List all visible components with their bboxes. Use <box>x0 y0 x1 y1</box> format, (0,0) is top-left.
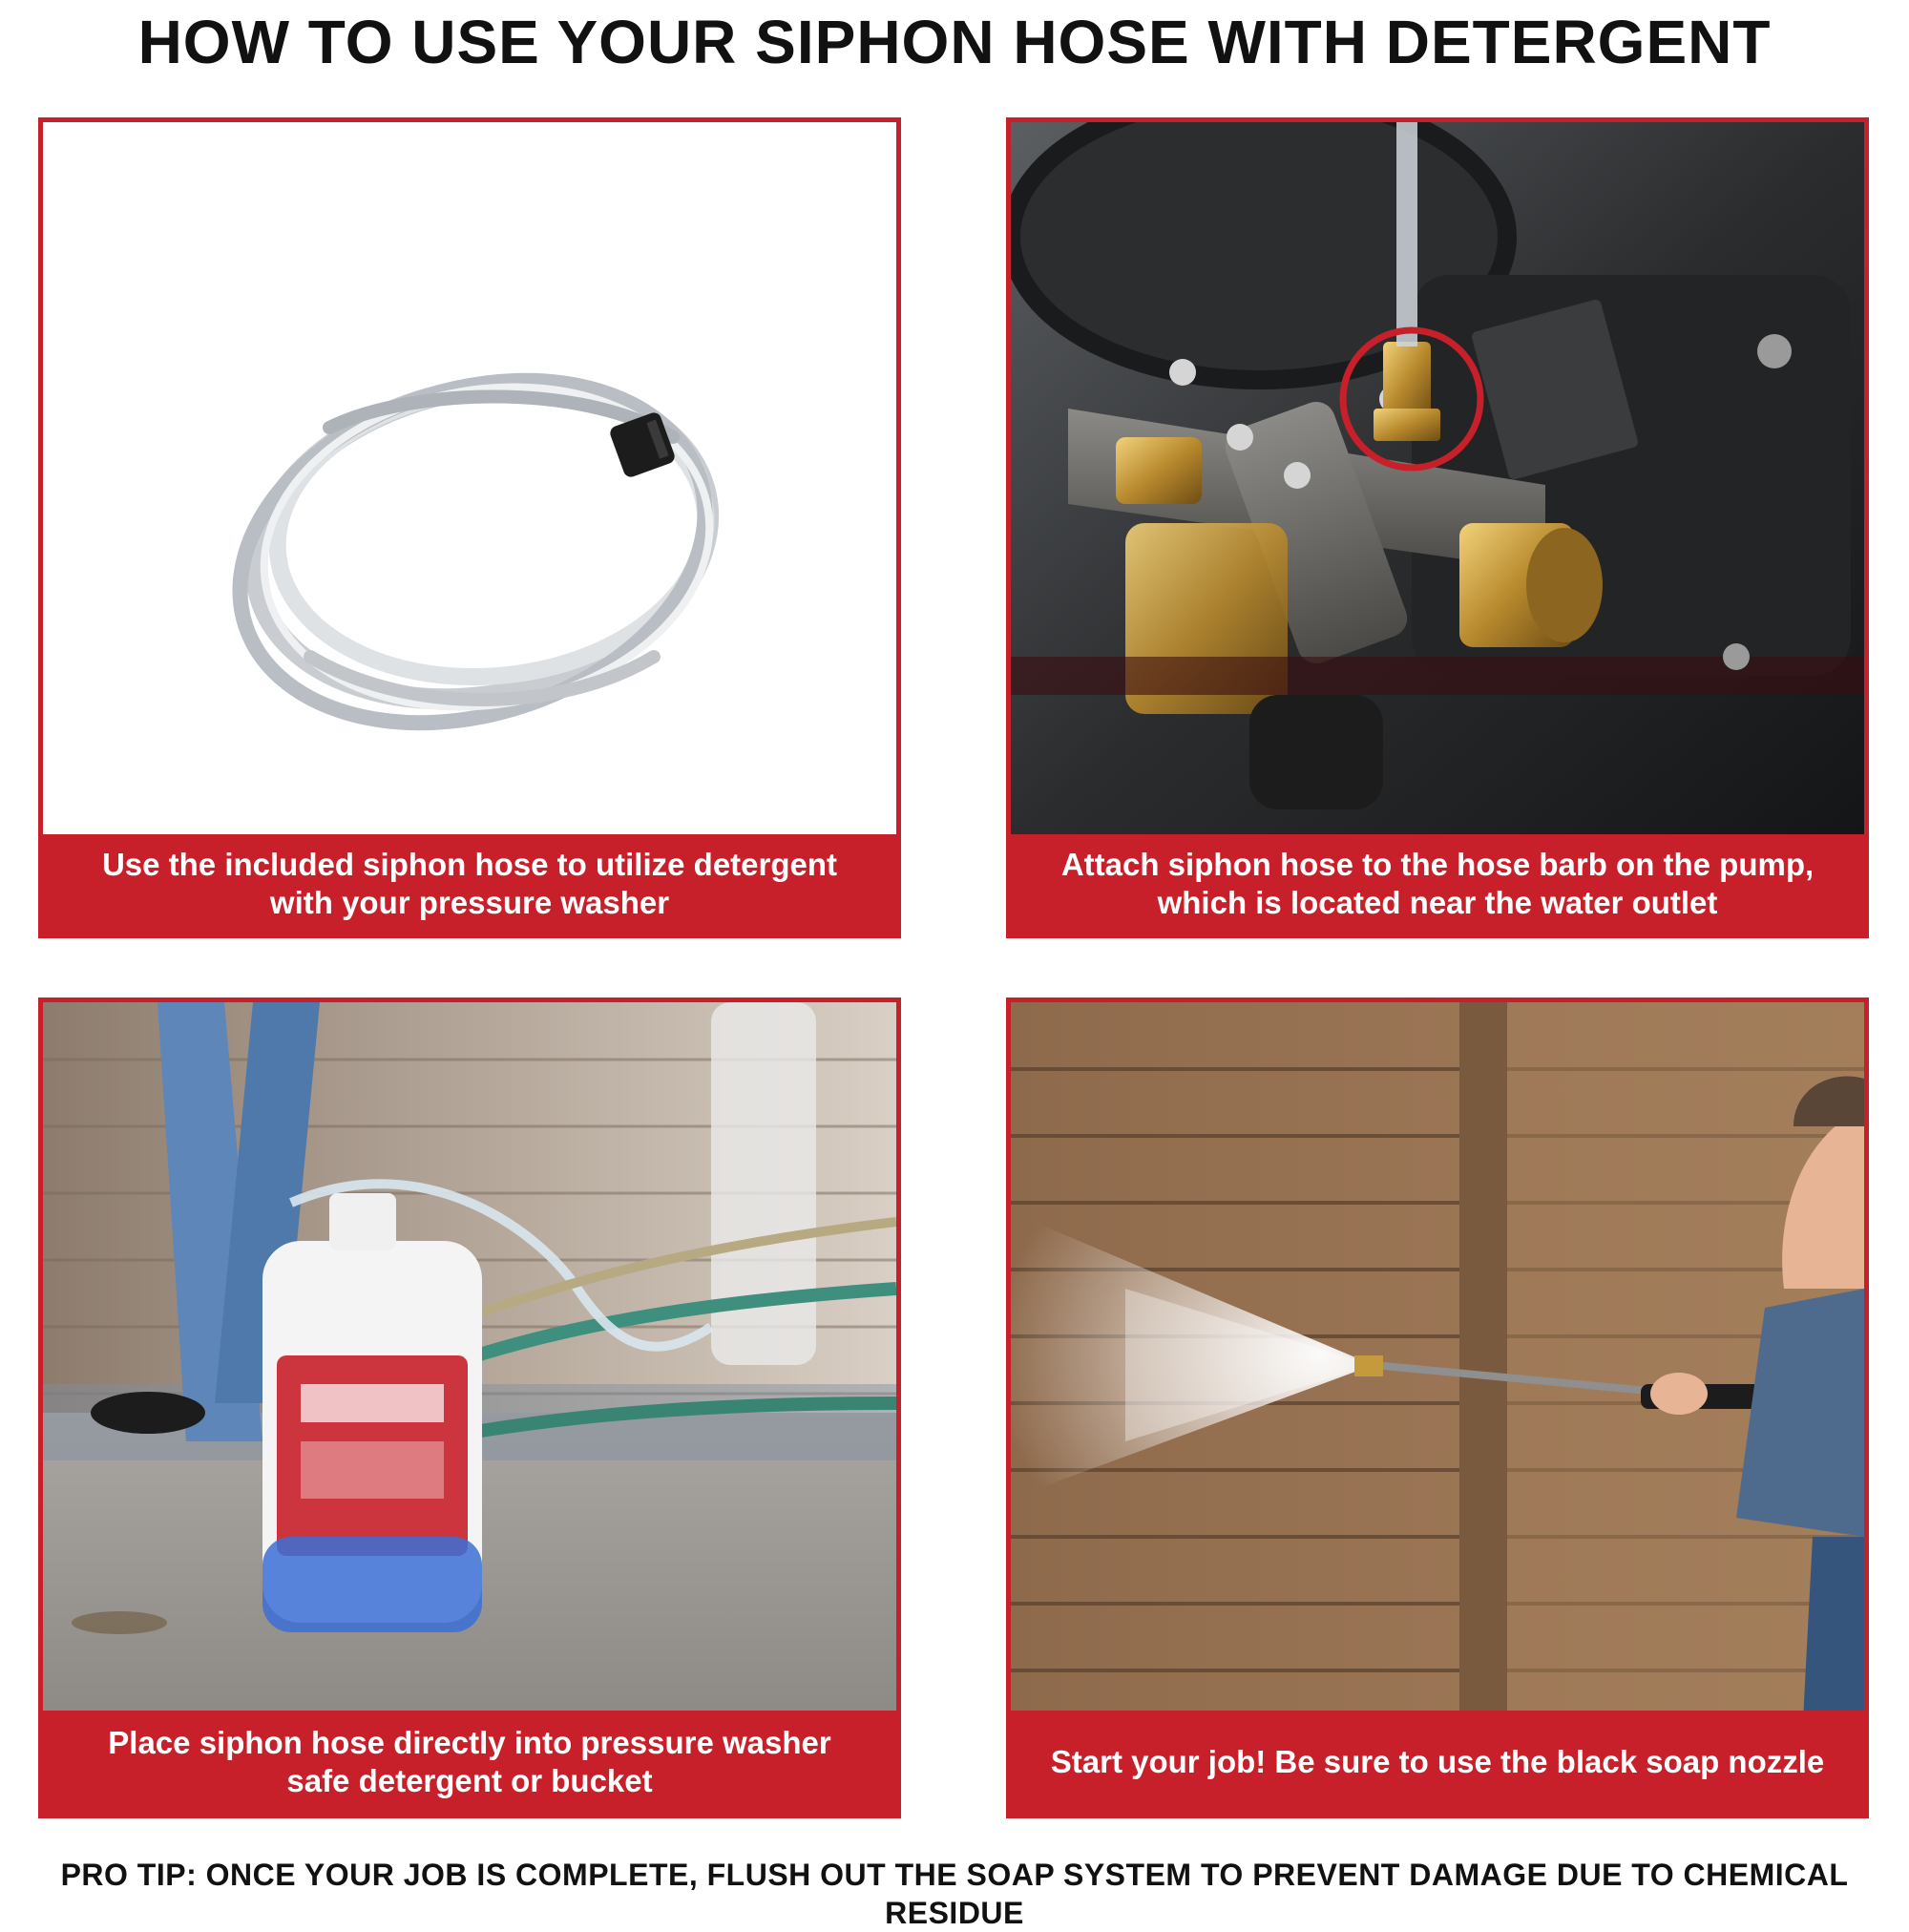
step-panel-3 <box>38 998 901 1818</box>
detergent-jug-icon <box>43 1002 896 1720</box>
step-caption-text-2: Attach siphon hose to the hose barb on the pump, which is located near the water outlet <box>1060 847 1815 920</box>
step-caption-text-3: Place siphon hose directly into pressure washer safe detergent or bucket <box>108 1725 831 1798</box>
spraying-fence-photo <box>1011 1002 1864 1720</box>
siphon-hose-photo <box>43 122 896 844</box>
step-caption-text-4: Start your job! Be sure to use the black soap nozzle <box>1050 1744 1825 1779</box>
step-panel-1 <box>38 117 901 938</box>
pump-photo <box>1011 122 1864 844</box>
siphon-hose-coil-icon <box>43 122 896 844</box>
pro-tip: PRO TIP: ONCE YOUR JOB IS COMPLETE, FLUSH OUT THE SOAP SYSTEM TO PREVENT DAMAGE DUE TO CHEMICAL RESIDUE <box>60 1858 1849 1930</box>
step-caption-1 <box>43 834 896 934</box>
step-panel-2 <box>1006 117 1869 938</box>
step-caption-text-1: Use the included siphon hose to utilize detergent with your pressure washer <box>101 847 838 920</box>
pump-hose-barb-icon <box>1011 122 1864 844</box>
step-caption-4 <box>1011 1711 1864 1814</box>
page-title: HOW TO USE YOUR SIPHON HOSE WITH DETERGENT <box>137 8 1772 76</box>
spraying-fence-icon <box>1011 1002 1864 1720</box>
step-panel-4 <box>1006 998 1869 1818</box>
detergent-jug-photo <box>43 1002 896 1720</box>
step-caption-2 <box>1011 834 1864 934</box>
step-caption-3 <box>43 1711 896 1814</box>
